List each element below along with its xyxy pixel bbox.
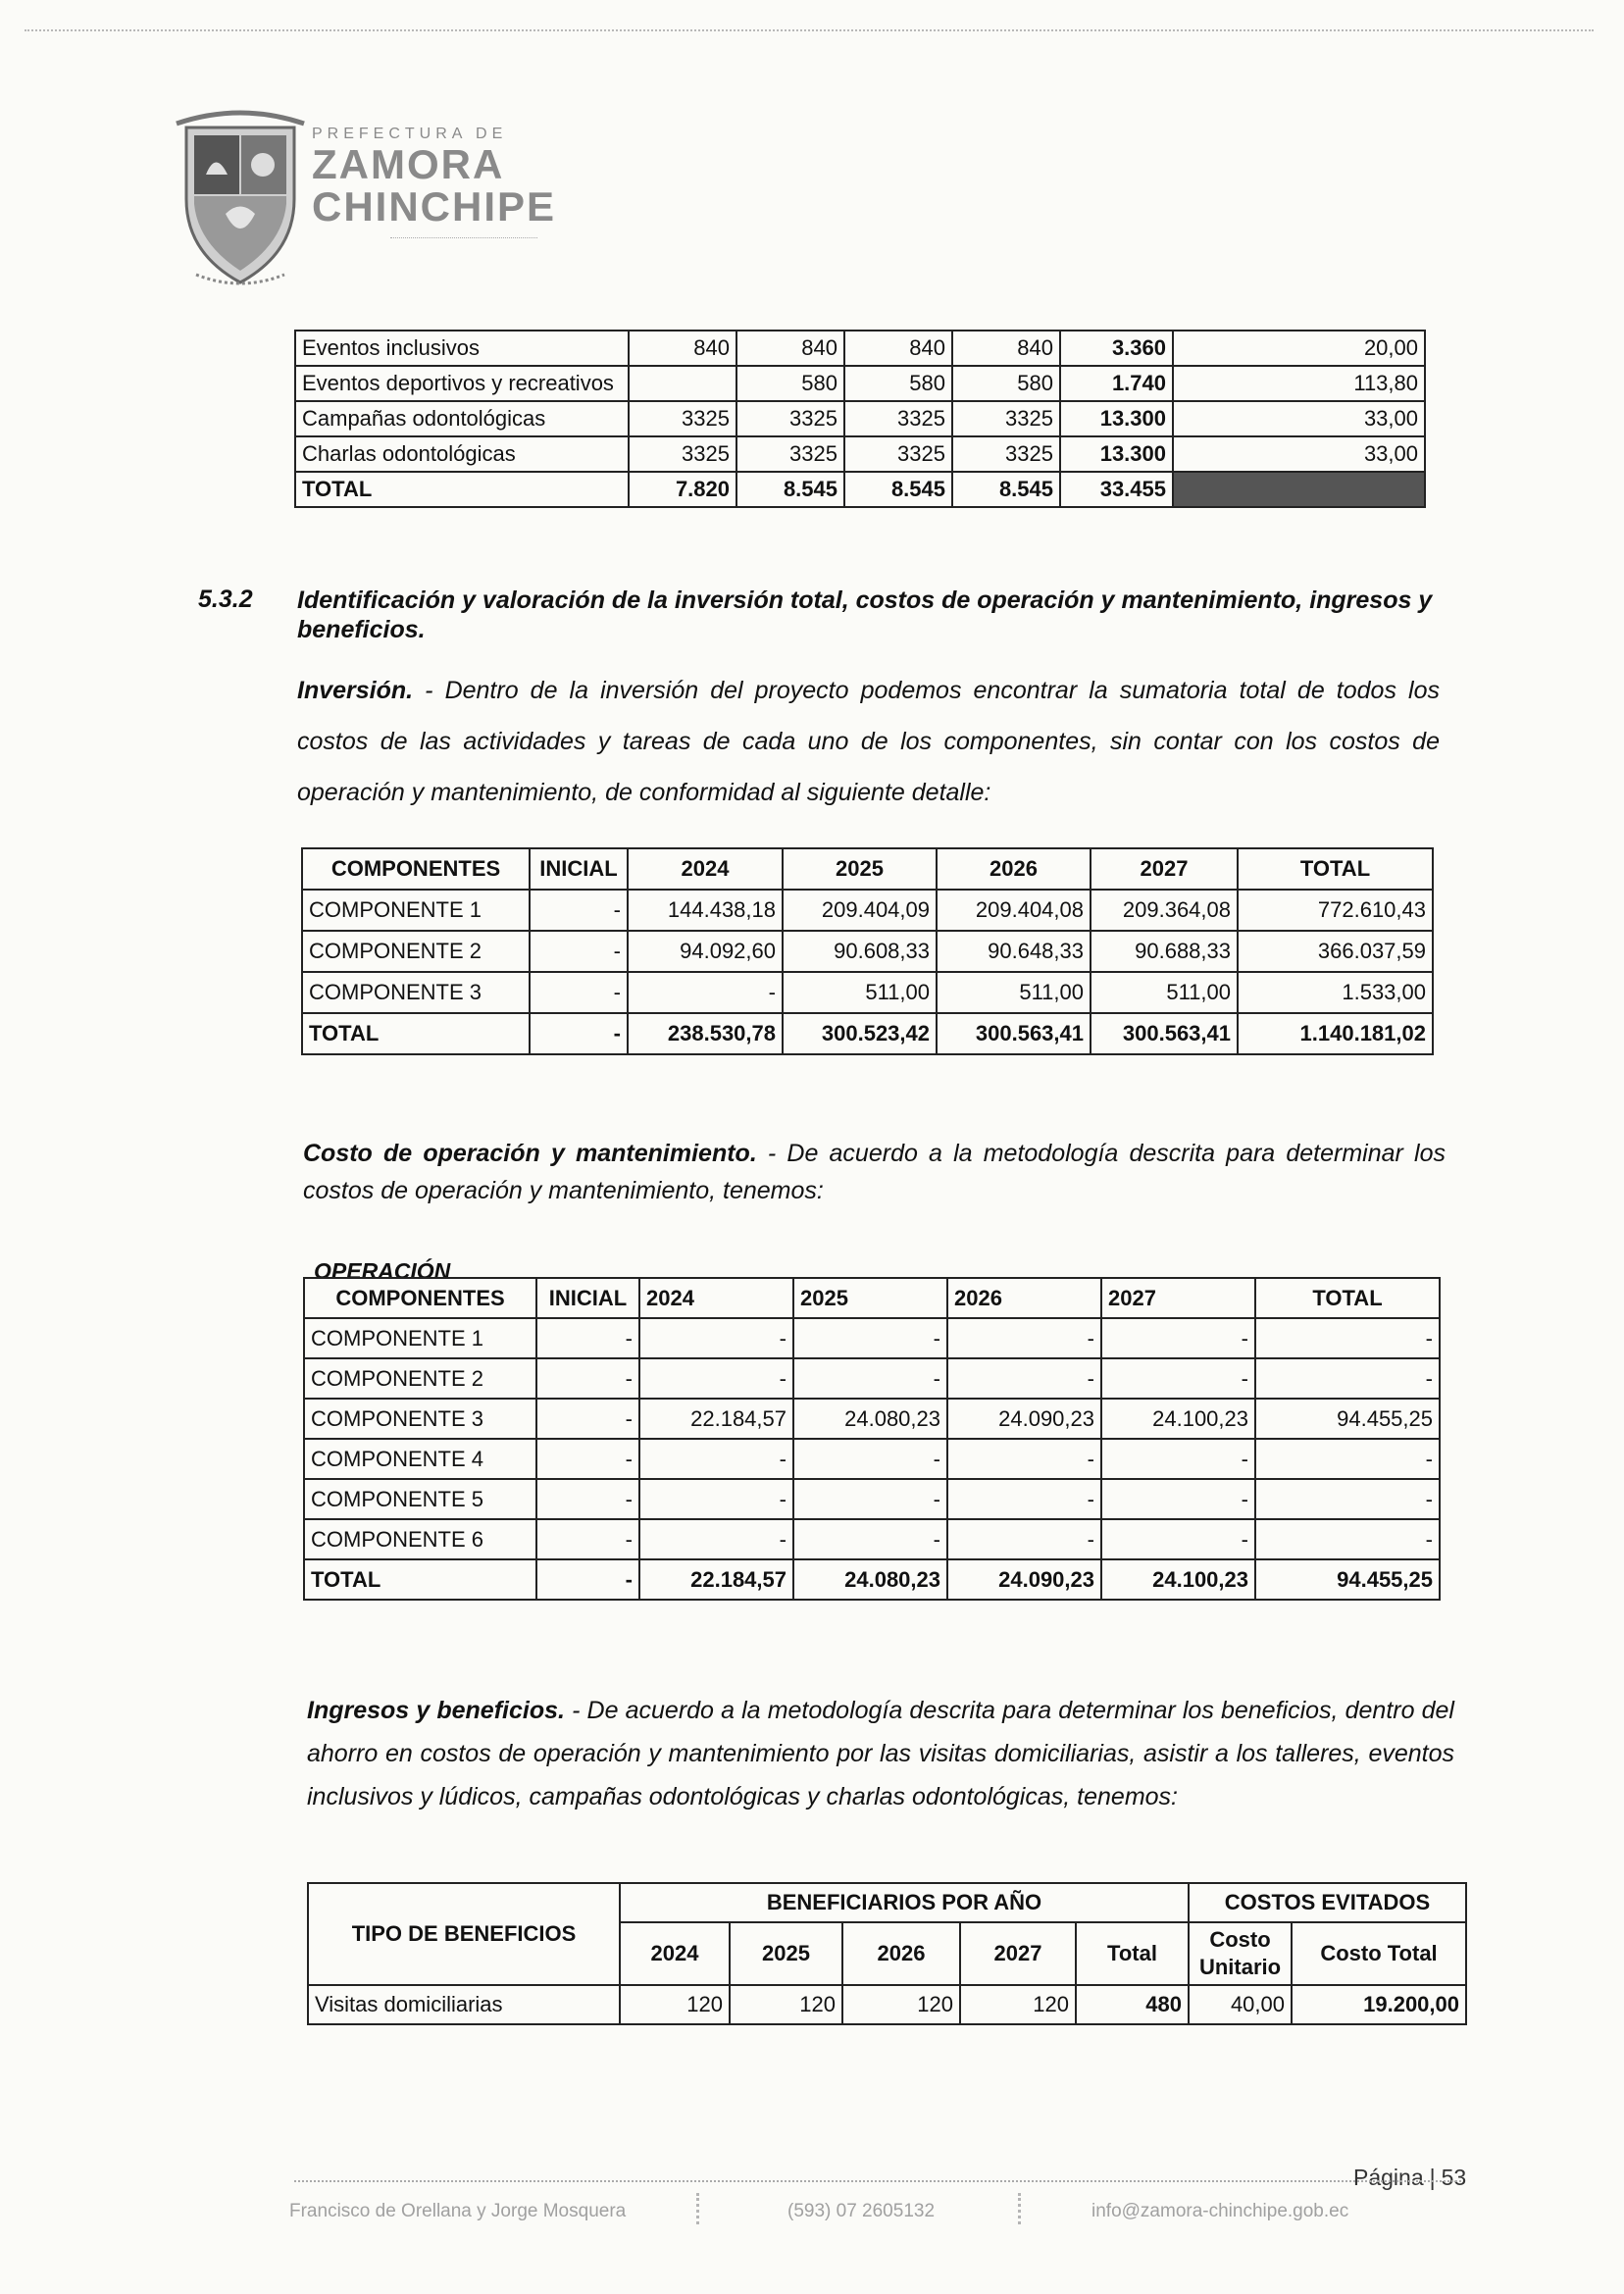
header-cell: 2024 [639, 1278, 793, 1318]
table-row [295, 401, 1425, 436]
cell: 33,00 [1173, 436, 1425, 472]
cell: - [793, 1479, 947, 1519]
header-cell: INICIAL [536, 1278, 639, 1318]
cell: - [530, 1013, 628, 1054]
cell: - [536, 1519, 639, 1559]
row-label: COMPONENTE 2 [304, 1358, 536, 1399]
footer-phone: (593) 07 2605132 [787, 2201, 936, 2221]
table-row [302, 890, 1433, 931]
header-cell: 2027 [1101, 1278, 1255, 1318]
cell: - [793, 1519, 947, 1559]
row-label: Campañas odontológicas [295, 401, 629, 436]
row-label: Eventos inclusivos [295, 331, 629, 366]
cell: - [947, 1479, 1101, 1519]
header-cell: 2025 [793, 1278, 947, 1318]
cell: 90.608,33 [783, 931, 937, 972]
cell: - [1101, 1318, 1255, 1358]
total-row [304, 1559, 1440, 1600]
cell: 1.740 [1060, 366, 1173, 401]
cell: - [1101, 1439, 1255, 1479]
header-row [304, 1278, 1440, 1318]
cell: 22.184,57 [639, 1399, 793, 1439]
row-label: TOTAL [302, 1013, 530, 1054]
header-cell: 2026 [842, 1922, 960, 1985]
header-cell: Costo Total [1292, 1922, 1466, 1985]
table-row [308, 1985, 1466, 2024]
cell: 22.184,57 [639, 1559, 793, 1600]
cell: 3325 [844, 436, 952, 472]
benefits-table [307, 1882, 1467, 2025]
header-cell: 2024 [620, 1922, 730, 1985]
cell: 209.404,08 [937, 890, 1091, 931]
cell: - [947, 1358, 1101, 1399]
total-row [302, 1013, 1433, 1054]
operation-table [303, 1277, 1441, 1601]
cell: 772.610,43 [1238, 890, 1433, 931]
table-row [295, 366, 1425, 401]
brand-prefix: PREFECTURA DE [312, 126, 508, 142]
table-row [304, 1519, 1440, 1559]
cell: 90.688,33 [1091, 931, 1238, 972]
cell: 24.100,23 [1101, 1559, 1255, 1600]
cell: 8.545 [736, 472, 844, 507]
cell: 24.100,23 [1101, 1399, 1255, 1439]
cell: - [947, 1519, 1101, 1559]
cell: - [793, 1318, 947, 1358]
cell: 300.523,42 [783, 1013, 937, 1054]
cell: 1.533,00 [1238, 972, 1433, 1013]
cell: 3325 [952, 436, 1060, 472]
costo-paragraph [303, 1135, 1446, 1209]
cell: 19.200,00 [1292, 1985, 1466, 2024]
header-cell: 2025 [730, 1922, 842, 1985]
ingresos-paragraph [307, 1689, 1454, 1818]
cell: - [536, 1439, 639, 1479]
cell: 94.092,60 [628, 931, 783, 972]
row-label: COMPONENTE 1 [302, 890, 530, 931]
brand-line1: ZAMORA [312, 141, 505, 187]
cell: 840 [844, 331, 952, 366]
cell: 366.037,59 [1238, 931, 1433, 972]
cell: 24.090,23 [947, 1559, 1101, 1600]
cell: 209.364,08 [1091, 890, 1238, 931]
cell: - [639, 1439, 793, 1479]
header-cell: INICIAL [530, 848, 628, 890]
cell: - [1255, 1358, 1440, 1399]
cell: - [1255, 1439, 1440, 1479]
cell: - [639, 1358, 793, 1399]
total-row [295, 472, 1425, 507]
footer-rule [294, 2180, 1461, 2182]
cell: 144.438,18 [628, 890, 783, 931]
activities-table [294, 330, 1426, 508]
header-cell: Costo Unitario [1189, 1922, 1292, 1985]
cell: 300.563,41 [1091, 1013, 1238, 1054]
footer-address: Francisco de Orellana y Jorge Mosquera [289, 2201, 627, 2221]
header-cell: BENEFICIARIOS POR AÑO [620, 1883, 1189, 1922]
prefecture-shield-logo [167, 106, 314, 287]
header-cell: 2026 [947, 1278, 1101, 1318]
header-row [308, 1883, 1466, 1922]
prefecture-brand [312, 126, 556, 238]
row-label: COMPONENTE 4 [304, 1439, 536, 1479]
ingresos-label: Ingresos y beneficios. [307, 1697, 565, 1724]
row-label: COMPONENTE 3 [304, 1399, 536, 1439]
cell: 238.530,78 [628, 1013, 783, 1054]
row-label: COMPONENTE 5 [304, 1479, 536, 1519]
header-cell: TOTAL [1238, 848, 1433, 890]
cell: 511,00 [1091, 972, 1238, 1013]
row-label: COMPONENTE 3 [302, 972, 530, 1013]
cell: 120 [960, 1985, 1076, 2024]
cell: - [639, 1479, 793, 1519]
cell: 3325 [736, 401, 844, 436]
cell: - [947, 1318, 1101, 1358]
cell: - [530, 890, 628, 931]
cell: - [1101, 1519, 1255, 1559]
cell: 24.090,23 [947, 1399, 1101, 1439]
cell: 3325 [844, 401, 952, 436]
cell: 33,00 [1173, 401, 1425, 436]
costo-text: - De acuerdo a la metodología descrita para determinar los costos de operación y mantenimiento, tenemos: [303, 1140, 1446, 1204]
cell: 3325 [629, 401, 736, 436]
header-cell: TIPO DE BENEFICIOS [308, 1883, 620, 1985]
cell: 13.300 [1060, 436, 1173, 472]
cell: 90.648,33 [937, 931, 1091, 972]
cell: - [793, 1358, 947, 1399]
cell [629, 366, 736, 401]
table-row [304, 1439, 1440, 1479]
cell: 480 [1076, 1985, 1189, 2024]
cell: 3325 [629, 436, 736, 472]
row-label: Visitas domiciliarias [308, 1985, 620, 2024]
cell: 840 [736, 331, 844, 366]
cell: - [1255, 1318, 1440, 1358]
table-row [304, 1399, 1440, 1439]
section-title: Identificación y valoración de la inversión total, costos de operación y mantenimiento, ingresos y beneficios. [297, 586, 1433, 643]
brand-line2: CHINCHIPE [312, 183, 557, 229]
brand-rule [390, 237, 537, 238]
cell: - [793, 1439, 947, 1479]
header-cell: 2027 [1091, 848, 1238, 890]
footer-separator [1018, 2193, 1021, 2224]
top-border [25, 29, 1594, 31]
section-number: 5.3.2 [198, 586, 253, 613]
inversion-label: Inversión. [297, 677, 414, 704]
cell: - [536, 1318, 639, 1358]
page-label: Página [1353, 2165, 1424, 2190]
cell: 3325 [952, 401, 1060, 436]
cell: - [536, 1358, 639, 1399]
header-cell: 2024 [628, 848, 783, 890]
cell: - [530, 972, 628, 1013]
cell: 300.563,41 [937, 1013, 1091, 1054]
cell: 24.080,23 [793, 1399, 947, 1439]
ingresos-text: - De acuerdo a la metodología descrita para determinar los beneficios, dentro del ahorro en costos de operación y mantenimiento por las visitas domiciliarias, asistir a los talleres, eventos inclusivos y lúdicos, campañas odontológicas y charlas odontológicas, tenemos: [307, 1697, 1454, 1810]
cell: 3.360 [1060, 331, 1173, 366]
cell: 120 [730, 1985, 842, 2024]
cell: - [639, 1519, 793, 1559]
table-row [302, 972, 1433, 1013]
cell: 94.455,25 [1255, 1399, 1440, 1439]
cell: 94.455,25 [1255, 1559, 1440, 1600]
cell: 511,00 [783, 972, 937, 1013]
cell: - [1255, 1519, 1440, 1559]
cell: 840 [952, 331, 1060, 366]
header-cell: 2026 [937, 848, 1091, 890]
header-cell: TOTAL [1255, 1278, 1440, 1318]
table-row [304, 1318, 1440, 1358]
header-cell: Total [1076, 1922, 1189, 1985]
cell: 7.820 [629, 472, 736, 507]
cell: 120 [620, 1985, 730, 2024]
cell: 13.300 [1060, 401, 1173, 436]
table-row [295, 436, 1425, 472]
cell: - [1101, 1358, 1255, 1399]
operacion-label: OPERACIÓN [314, 1258, 451, 1284]
cell: - [639, 1318, 793, 1358]
cell: 40,00 [1189, 1985, 1292, 2024]
cell: 24.080,23 [793, 1559, 947, 1600]
cell: 113,80 [1173, 366, 1425, 401]
cell: 209.404,09 [783, 890, 937, 931]
table-row [304, 1479, 1440, 1519]
cell: - [628, 972, 783, 1013]
cell: - [530, 931, 628, 972]
inversion-text: - Dentro de la inversión del proyecto podemos encontrar la sumatoria total de todos los costos de las actividades y tareas de cada uno de los componentes, sin contar con los costos de operación y mantenimiento, de conformidad al siguiente detalle: [297, 677, 1440, 806]
cell: - [1255, 1479, 1440, 1519]
cell: 8.545 [952, 472, 1060, 507]
cell: 120 [842, 1985, 960, 2024]
page-number-value: 53 [1441, 2165, 1467, 2190]
footer-separator [696, 2193, 699, 2224]
cell: 840 [629, 331, 736, 366]
row-label: TOTAL [304, 1559, 536, 1600]
cell: 8.545 [844, 472, 952, 507]
table-row [295, 331, 1425, 366]
cell: - [536, 1399, 639, 1439]
header-cell: COSTOS EVITADOS [1189, 1883, 1466, 1922]
header-cell: COMPONENTES [302, 848, 530, 890]
cell: 3325 [736, 436, 844, 472]
shaded-cell [1173, 472, 1425, 507]
cell: - [947, 1439, 1101, 1479]
cell: 580 [736, 366, 844, 401]
costo-label: Costo de operación y mantenimiento. [303, 1140, 757, 1167]
page-separator: | [1429, 2165, 1436, 2190]
row-label: COMPONENTE 2 [302, 931, 530, 972]
cell: 580 [844, 366, 952, 401]
investment-table [301, 847, 1434, 1055]
cell: 511,00 [937, 972, 1091, 1013]
cell: 1.140.181,02 [1238, 1013, 1433, 1054]
row-label: TOTAL [295, 472, 629, 507]
row-label: COMPONENTE 6 [304, 1519, 536, 1559]
header-cell: 2025 [783, 848, 937, 890]
row-label: Eventos deportivos y recreativos [295, 366, 629, 401]
cell: 33.455 [1060, 472, 1173, 507]
footer-email: info@zamora-chinchipe.gob.ec [1091, 2201, 1349, 2221]
row-label: Charlas odontológicas [295, 436, 629, 472]
cell: 20,00 [1173, 331, 1425, 366]
cell: 580 [952, 366, 1060, 401]
header-cell: 2027 [960, 1922, 1076, 1985]
header-cell: COMPONENTES [304, 1278, 536, 1318]
header-row [302, 848, 1433, 890]
cell: - [1101, 1479, 1255, 1519]
cell: - [536, 1559, 639, 1600]
page-number [1353, 2165, 1466, 2191]
inversion-paragraph [297, 665, 1440, 818]
table-row [302, 931, 1433, 972]
cell: - [536, 1479, 639, 1519]
row-label: COMPONENTE 1 [304, 1318, 536, 1358]
table-row [304, 1358, 1440, 1399]
